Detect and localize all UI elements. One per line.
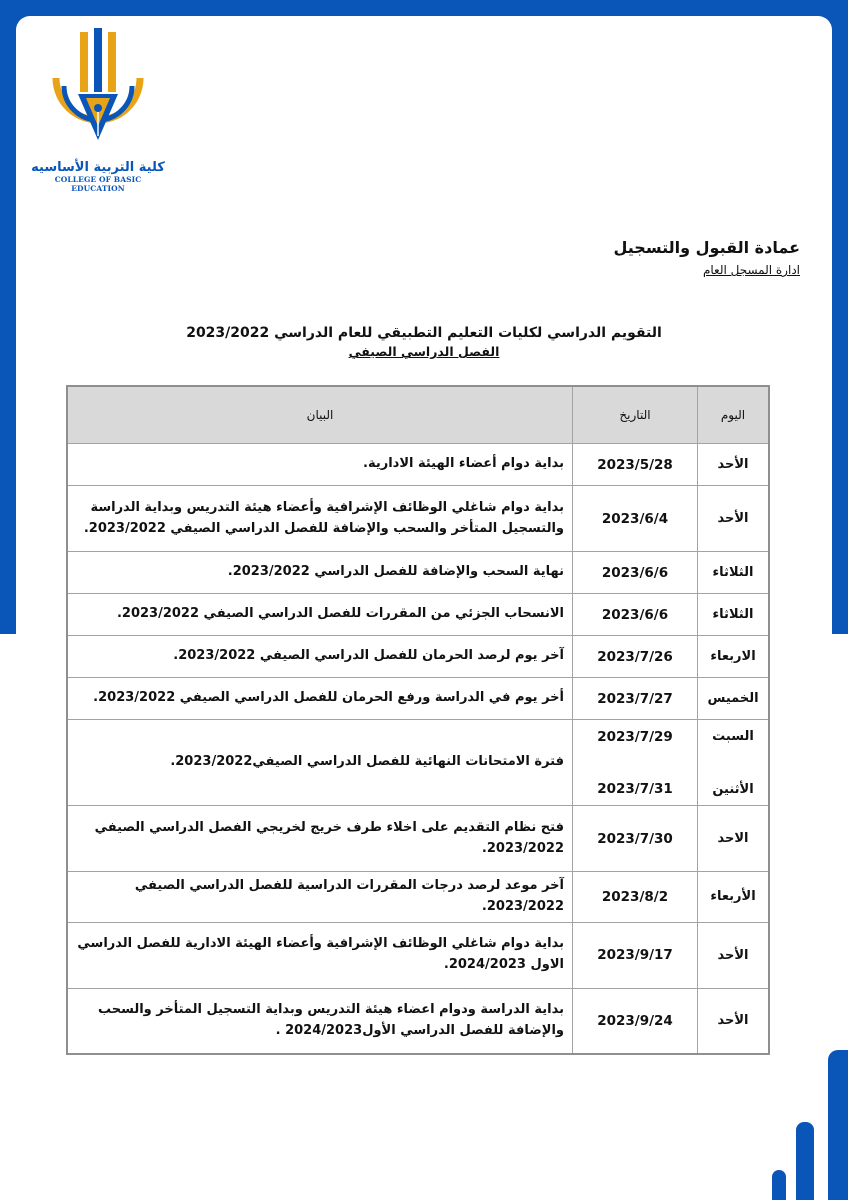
row-description: آخر يوم لرصد الحرمان للفصل الدراسي الصيفي 2023/2022. — [67, 636, 573, 678]
table-row — [67, 922, 769, 988]
row-day: الأحد — [698, 486, 770, 552]
college-logo — [28, 28, 168, 193]
row-day: الاحد — [698, 806, 770, 872]
row-description: بداية دوام شاغلي الوظائف الإشرافية وأعضاء الهيئة الادارية للفصل الدراسي الاول 2024/2023. — [67, 922, 573, 988]
college-name-arabic: كلية التربية الأساسيه — [31, 160, 165, 175]
table-row — [67, 636, 769, 678]
header-description: البيان — [67, 386, 573, 444]
row-day: الاربعاء — [698, 636, 770, 678]
row-day: الثلاثاء — [698, 552, 770, 594]
row-description: أخر يوم في الدراسة ورفع الحرمان للفصل الدراسي الصيفي 2023/2022. — [67, 678, 573, 720]
row-description: فتح نظام التقديم على اخلاء طرف خريج لخريجي الفصل الدراسي الصيفي 2023/2022. — [67, 806, 573, 872]
exam-end-day: الأثنين — [712, 781, 754, 797]
header-day: اليوم — [698, 386, 770, 444]
calendar-title: التقويم الدراسي لكليات التعليم التطبيقي للعام الدراسي 2023/2022 — [186, 325, 662, 341]
academic-calendar-table — [66, 385, 770, 1055]
row-date: 2023/6/4 — [573, 486, 698, 552]
row-day: الأحد — [698, 988, 770, 1054]
row-date: 2023/7/26 — [573, 636, 698, 678]
registrar-subtitle: ادارة المسجل العام — [702, 263, 800, 277]
row-date: 2023/9/17 — [573, 922, 698, 988]
table-header-row — [67, 386, 769, 444]
row-date: 2023/8/2 — [573, 872, 698, 923]
row-date: 2023/6/6 — [573, 552, 698, 594]
side-decoration — [840, 190, 848, 210]
row-date: 2023/7/30 — [573, 806, 698, 872]
row-description: آخر موعد لرصد درجات المقررات الدراسية للفصل الدراسي الصيفي 2023/2022. — [67, 872, 573, 923]
table-row — [67, 988, 769, 1054]
header-date: التاريخ — [573, 386, 698, 444]
row-day: الخميس — [698, 678, 770, 720]
table-row — [67, 806, 769, 872]
row-date: 2023/6/6 — [573, 594, 698, 636]
deanship-title: عمادة القبول والتسجيل — [613, 238, 800, 257]
exam-start-day: السبت — [712, 728, 754, 744]
row-date: 2023/5/28 — [573, 444, 698, 486]
row-description: فترة الامتحانات النهائية للفصل الدراسي الصيفي2023/2022. — [67, 720, 573, 806]
corner-decoration — [758, 1040, 848, 1200]
table-row — [67, 872, 769, 923]
table-row — [67, 552, 769, 594]
row-date — [573, 720, 698, 806]
document-title-block — [0, 325, 848, 359]
row-day — [698, 720, 770, 806]
table-row — [67, 486, 769, 552]
row-description: بداية دوام أعضاء الهيئة الادارية. — [67, 444, 573, 486]
exam-end-date: 2023/7/31 — [597, 780, 673, 797]
row-day: الأحد — [698, 922, 770, 988]
table-row — [67, 444, 769, 486]
table-row — [67, 720, 769, 806]
row-description: الانسحاب الجزئي من المقررات للفصل الدراسي الصيفي 2023/2022. — [67, 594, 573, 636]
row-description: بداية دوام شاغلي الوظائف الإشرافية وأعضاء هيئة التدريس وبداية الدراسة والتسجيل المتأخر والسحب والإضافة للفصل الدراسي الصيفي 2023/2022. — [67, 486, 573, 552]
department-header — [613, 238, 800, 277]
row-date: 2023/7/27 — [573, 678, 698, 720]
row-description: بداية الدراسة ودوام اعضاء هيئة التدريس وبداية التسجيل المتأخر والسحب والإضافة للفصل الدراسي الأول2024/2023 . — [67, 988, 573, 1054]
college-name-english: COLLEGE OF BASIC EDUCATION — [54, 175, 142, 193]
row-day: الأربعاء — [698, 872, 770, 923]
table-row — [67, 678, 769, 720]
row-day: الأحد — [698, 444, 770, 486]
semester-subtitle: الفصل الدراسي الصيفي — [348, 344, 500, 359]
row-day: الثلاثاء — [698, 594, 770, 636]
row-date: 2023/9/24 — [573, 988, 698, 1054]
pen-nib-logo-icon — [48, 28, 148, 158]
exam-start-date: 2023/7/29 — [597, 728, 673, 745]
table-row — [67, 594, 769, 636]
row-description: نهاية السحب والإضافة للفصل الدراسي 2023/2022. — [67, 552, 573, 594]
